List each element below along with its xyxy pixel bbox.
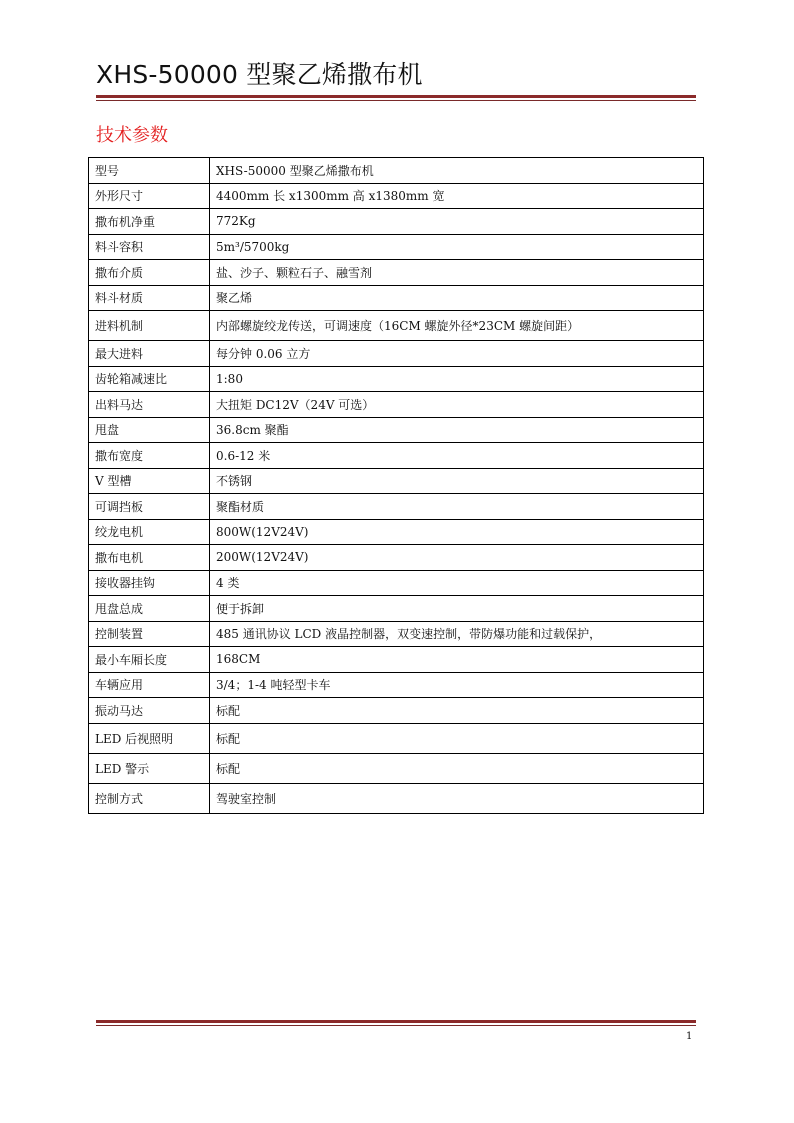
spec-value: 标配 (210, 723, 704, 753)
spec-label: 最小车厢长度 (89, 647, 210, 673)
spec-row (89, 519, 704, 545)
spec-label: 料斗容积 (89, 234, 210, 260)
spec-value: 大扭矩 DC12V（24V 可选） (210, 392, 704, 418)
spec-row (89, 443, 704, 469)
spec-row (89, 596, 704, 622)
spec-value: 485 通讯协议 LCD 液晶控制器，双变速控制，带防爆功能和过载保护， (210, 621, 704, 647)
document-title: XHS-50000 型聚乙烯撒布机 (96, 60, 423, 89)
spec-value: XHS-50000 型聚乙烯撒布机 (210, 158, 704, 184)
spec-label: 进料机制 (89, 311, 210, 341)
spec-label: 型号 (89, 158, 210, 184)
spec-value: 内部螺旋绞龙传送，可调速度（16CM 螺旋外径*23CM 螺旋间距） (210, 311, 704, 341)
spec-label: 甩盘 (89, 417, 210, 443)
spec-row (89, 341, 704, 367)
spec-label: LED 后视照明 (89, 723, 210, 753)
header-rule (96, 95, 696, 101)
spec-label: 可调挡板 (89, 494, 210, 520)
spec-label: 撒布介质 (89, 260, 210, 286)
page-number: 1 (686, 1031, 693, 1042)
spec-row (89, 753, 704, 783)
spec-row (89, 570, 704, 596)
spec-label: 甩盘总成 (89, 596, 210, 622)
spec-value: 0.6-12 米 (210, 443, 704, 469)
spec-value: 800W(12V24V) (210, 519, 704, 545)
spec-row (89, 366, 704, 392)
spec-row (89, 494, 704, 520)
spec-value: 驾驶室控制 (210, 783, 704, 813)
spec-value: 标配 (210, 698, 704, 724)
spec-label: 接收器挂钩 (89, 570, 210, 596)
spec-row (89, 285, 704, 311)
spec-row (89, 183, 704, 209)
spec-row (89, 698, 704, 724)
footer-rule (96, 1020, 696, 1026)
spec-row (89, 672, 704, 698)
spec-label: 车辆应用 (89, 672, 210, 698)
spec-value: 盐、沙子、颗粒石子、融雪剂 (210, 260, 704, 286)
spec-row (89, 260, 704, 286)
spec-value: 3/4；1-4 吨轻型卡车 (210, 672, 704, 698)
spec-label: 最大进料 (89, 341, 210, 367)
spec-value: 不锈钢 (210, 468, 704, 494)
spec-row (89, 545, 704, 571)
spec-row (89, 311, 704, 341)
spec-label: 振动马达 (89, 698, 210, 724)
spec-row (89, 647, 704, 673)
spec-value: 36.8cm 聚酯 (210, 417, 704, 443)
spec-label: 撒布机净重 (89, 209, 210, 235)
spec-row (89, 392, 704, 418)
spec-label: 料斗材质 (89, 285, 210, 311)
spec-value: 4 类 (210, 570, 704, 596)
spec-row (89, 723, 704, 753)
spec-label: 外形尺寸 (89, 183, 210, 209)
spec-row (89, 621, 704, 647)
spec-row (89, 783, 704, 813)
spec-value: 聚乙烯 (210, 285, 704, 311)
spec-value: 聚酯材质 (210, 494, 704, 520)
spec-label: 撒布电机 (89, 545, 210, 571)
spec-label: 出料马达 (89, 392, 210, 418)
spec-row (89, 234, 704, 260)
spec-value: 772Kg (210, 209, 704, 235)
spec-value: 便于拆卸 (210, 596, 704, 622)
spec-value: 标配 (210, 753, 704, 783)
spec-value: 4400mm 长 x1300mm 高 x1380mm 宽 (210, 183, 704, 209)
spec-label: LED 警示 (89, 753, 210, 783)
spec-row (89, 417, 704, 443)
spec-label: 绞龙电机 (89, 519, 210, 545)
spec-label: 控制方式 (89, 783, 210, 813)
spec-value: 每分钟 0.06 立方 (210, 341, 704, 367)
spec-value: 5m³/5700kg (210, 234, 704, 260)
spec-table (88, 157, 704, 814)
spec-row (89, 158, 704, 184)
spec-label: 控制装置 (89, 621, 210, 647)
spec-value: 200W(12V24V) (210, 545, 704, 571)
spec-row (89, 468, 704, 494)
spec-label: V 型槽 (89, 468, 210, 494)
spec-row (89, 209, 704, 235)
spec-label: 撒布宽度 (89, 443, 210, 469)
spec-value: 168CM (210, 647, 704, 673)
spec-value: 1:80 (210, 366, 704, 392)
spec-label: 齿轮箱减速比 (89, 366, 210, 392)
section-heading: 技术参数 (96, 125, 168, 146)
